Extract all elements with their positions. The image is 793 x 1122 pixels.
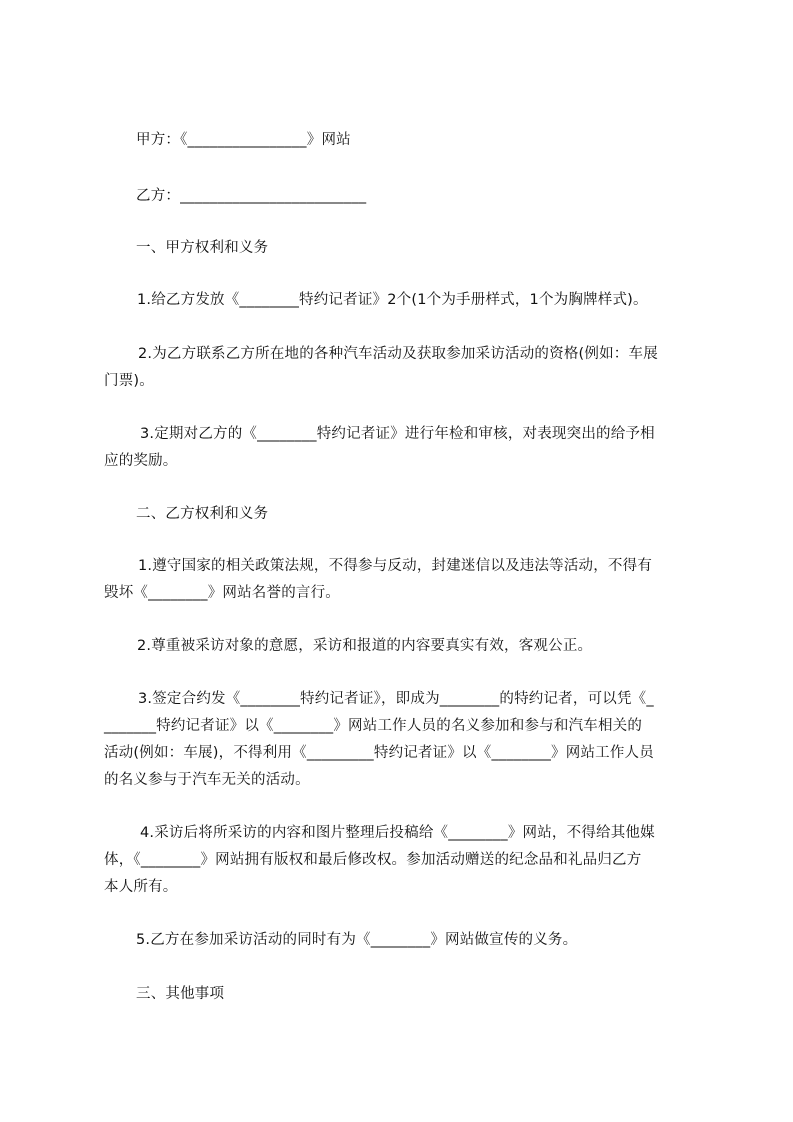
section-2-item-3-line-2: _______特约记者证》以《________》网站工作人员的名义参加和参与和汽车相关的	[104, 718, 643, 734]
section-2-item-1-line-1: 1.遵守国家的相关政策法规，不得参与反动，封建迷信以及违法等活动，不得有	[138, 558, 653, 574]
section-2-item-3-line-3: 活动(例如：车展)，不得利用《_________特约记者证》以《________》网站工作人员	[104, 745, 654, 761]
section-2-item-3-line-1: 3.签定合约发《________特约记者证》，即成为________的特约记者，可以凭《_	[138, 691, 654, 707]
section-2-item-4-line-1: 4.采访后将所采访的内容和图片整理后投稿给《________》网站，不得给其他媒	[140, 825, 655, 841]
section-1-item-2-line-2: 门票)。	[104, 373, 154, 389]
section-1-heading: 一、甲方权利和义务	[136, 240, 269, 256]
section-2-item-4-line-3: 本人所有。	[104, 879, 178, 895]
party-a-line: 甲方：《________________》网站	[136, 132, 351, 148]
section-2-item-1-line-2: 毁坏《________》网站名誉的言行。	[104, 585, 340, 601]
section-1-item-3-line-1: 3.定期对乙方的《________特约记者证》进行年检和审核，对表现突出的给予相	[140, 426, 655, 442]
section-3-heading: 三、其他事项	[136, 986, 225, 1002]
section-2-item-3-line-4: 的名义参与于汽车无关的活动。	[104, 772, 310, 788]
section-2-item-2: 2.尊重被采访对象的意愿，采访和报道的内容要真实有效，客观公正。	[137, 638, 593, 654]
party-b-line: 乙方：_________________________	[136, 188, 367, 204]
section-1-item-3-line-2: 应的奖励。	[104, 453, 178, 469]
section-1-item-1: 1.给乙方发放《________特约记者证》2个(1个为手册样式，1个为胸牌样式)。	[137, 292, 648, 308]
section-2-heading: 二、乙方权利和义务	[136, 506, 269, 522]
section-2-item-5: 5.乙方在参加采访活动的同时有为《________》网站做宣传的义务。	[136, 932, 578, 948]
section-2-item-4-line-2: 体，《________》网站拥有版权和最后修改权。参加活动赠送的纪念品和礼品归乙方	[104, 852, 642, 868]
section-1-item-2-line-1: 2.为乙方联系乙方所在地的各种汽车活动及获取参加采访活动的资格(例如：车展	[138, 346, 658, 362]
